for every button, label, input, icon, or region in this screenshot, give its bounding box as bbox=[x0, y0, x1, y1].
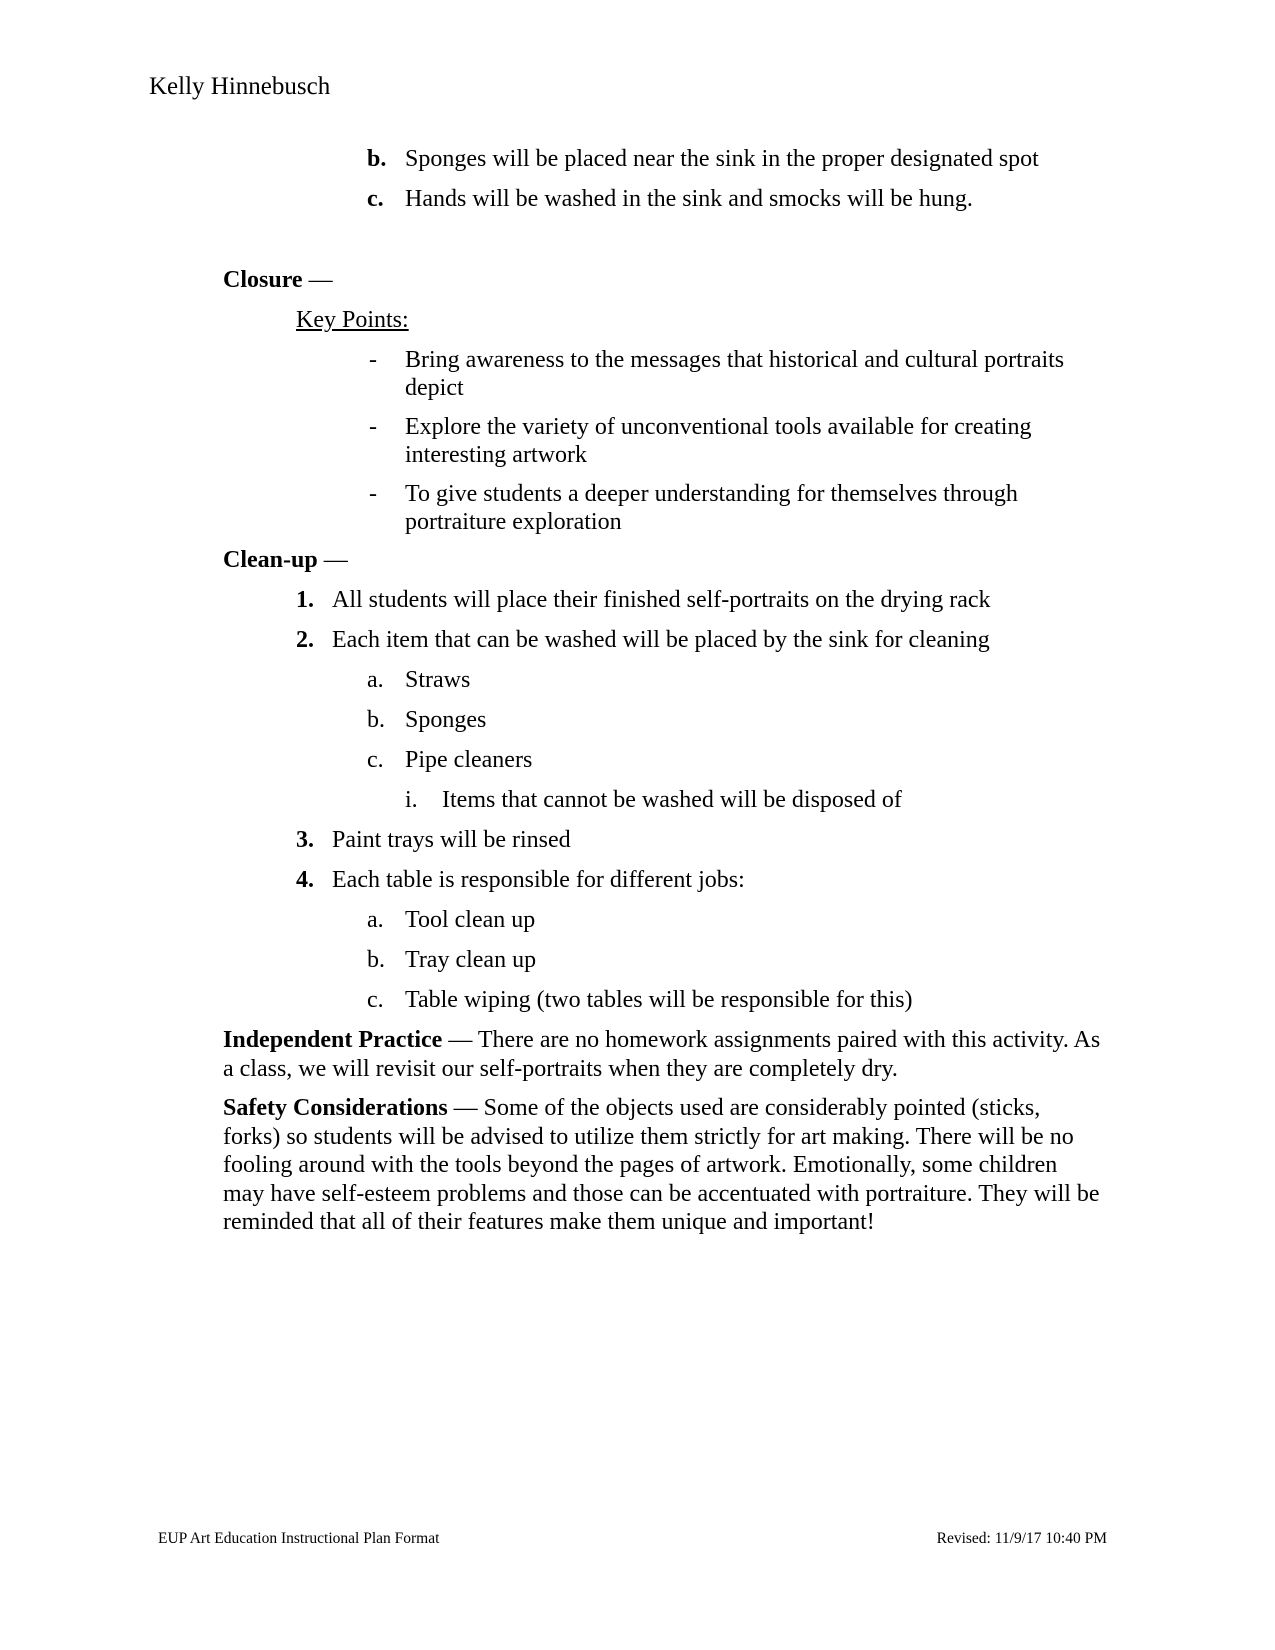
list-item: Hands will be washed in the sink and smocks will be hung. bbox=[405, 186, 973, 212]
closure-dash: — bbox=[308, 267, 333, 293]
key-points-label: Key Points: bbox=[296, 307, 409, 333]
sub-sub-list-marker: i. bbox=[405, 787, 418, 813]
bullet-dash: - bbox=[369, 481, 377, 507]
list-item: Each item that can be washed will be placed by the sink for cleaning bbox=[332, 627, 990, 653]
sub-list-marker: b. bbox=[367, 707, 385, 733]
cleanup-heading: Clean-up bbox=[223, 547, 318, 573]
list-marker: b. bbox=[367, 146, 387, 172]
cleanup-heading-line bbox=[223, 546, 348, 575]
sub-list-marker: b. bbox=[367, 947, 385, 973]
list-marker: 1. bbox=[296, 587, 314, 613]
sub-list-marker: c. bbox=[367, 747, 384, 773]
sub-list-marker: c. bbox=[367, 987, 384, 1013]
list-marker: 2. bbox=[296, 627, 314, 653]
list-marker: 3. bbox=[296, 827, 314, 853]
key-point-line: Explore the variety of unconventional tools available for creating bbox=[405, 414, 1032, 440]
list-item: Sponges will be placed near the sink in the proper designated spot bbox=[405, 146, 1039, 172]
sub-list-marker: a. bbox=[367, 907, 384, 933]
cleanup-dash: — bbox=[323, 547, 348, 573]
safety-paragraph bbox=[223, 1094, 1103, 1237]
sub-list-marker: a. bbox=[367, 667, 384, 693]
sub-list-item: Tray clean up bbox=[405, 947, 537, 973]
sub-list-item: Table wiping (two tables will be responsible for this) bbox=[405, 987, 913, 1013]
sub-sub-list-item: Items that cannot be washed will be disposed of bbox=[442, 787, 902, 813]
list-item: All students will place their finished self-portraits on the drying rack bbox=[332, 587, 991, 613]
list-item: Paint trays will be rinsed bbox=[332, 827, 571, 853]
independent-practice-paragraph bbox=[223, 1026, 1103, 1083]
bullet-dash: - bbox=[369, 347, 377, 373]
independent-practice-heading: Independent Practice bbox=[223, 1027, 443, 1053]
sub-list-item: Tool clean up bbox=[405, 907, 536, 933]
footer-left: EUP Art Education Instructional Plan Format bbox=[158, 1530, 440, 1547]
key-point-line: portraiture exploration bbox=[405, 509, 622, 535]
list-marker: 4. bbox=[296, 867, 314, 893]
key-point-line: Bring awareness to the messages that historical and cultural portraits bbox=[405, 347, 1065, 373]
list-item: Each table is responsible for different jobs: bbox=[332, 867, 745, 893]
closure-heading-line bbox=[223, 266, 333, 295]
key-point-line: interesting artwork bbox=[405, 442, 587, 468]
key-point-line: To give students a deeper understanding for themselves through bbox=[405, 481, 1018, 507]
author-name: Kelly Hinnebusch bbox=[149, 73, 331, 100]
sub-list-item: Sponges bbox=[405, 707, 487, 733]
sub-list-item: Straws bbox=[405, 667, 471, 693]
footer-right: Revised: 11/9/17 10:40 PM bbox=[936, 1530, 1107, 1547]
safety-heading: Safety Considerations bbox=[223, 1095, 448, 1121]
list-marker: c. bbox=[367, 186, 384, 212]
closure-heading: Closure bbox=[223, 267, 303, 293]
safety-body: — Some of the objects used are considerably pointed (sticks, forks) so students will be advised to utilize them strictly for art making. There will be no fooling around with the tools beyond the pages of artwork. Emotionally, some children may have self-esteem problems and those can be accentuated with portraiture. They will be reminded that all of their features make them unique and important! bbox=[223, 1095, 1100, 1235]
bullet-dash: - bbox=[369, 414, 377, 440]
sub-list-item: Pipe cleaners bbox=[405, 747, 533, 773]
independent-practice-body: — There are no homework assignments paired with this activity. As a class, we will revisit our self-portraits when they are completely dry. bbox=[223, 1027, 1101, 1082]
key-point-line: depict bbox=[405, 375, 464, 401]
